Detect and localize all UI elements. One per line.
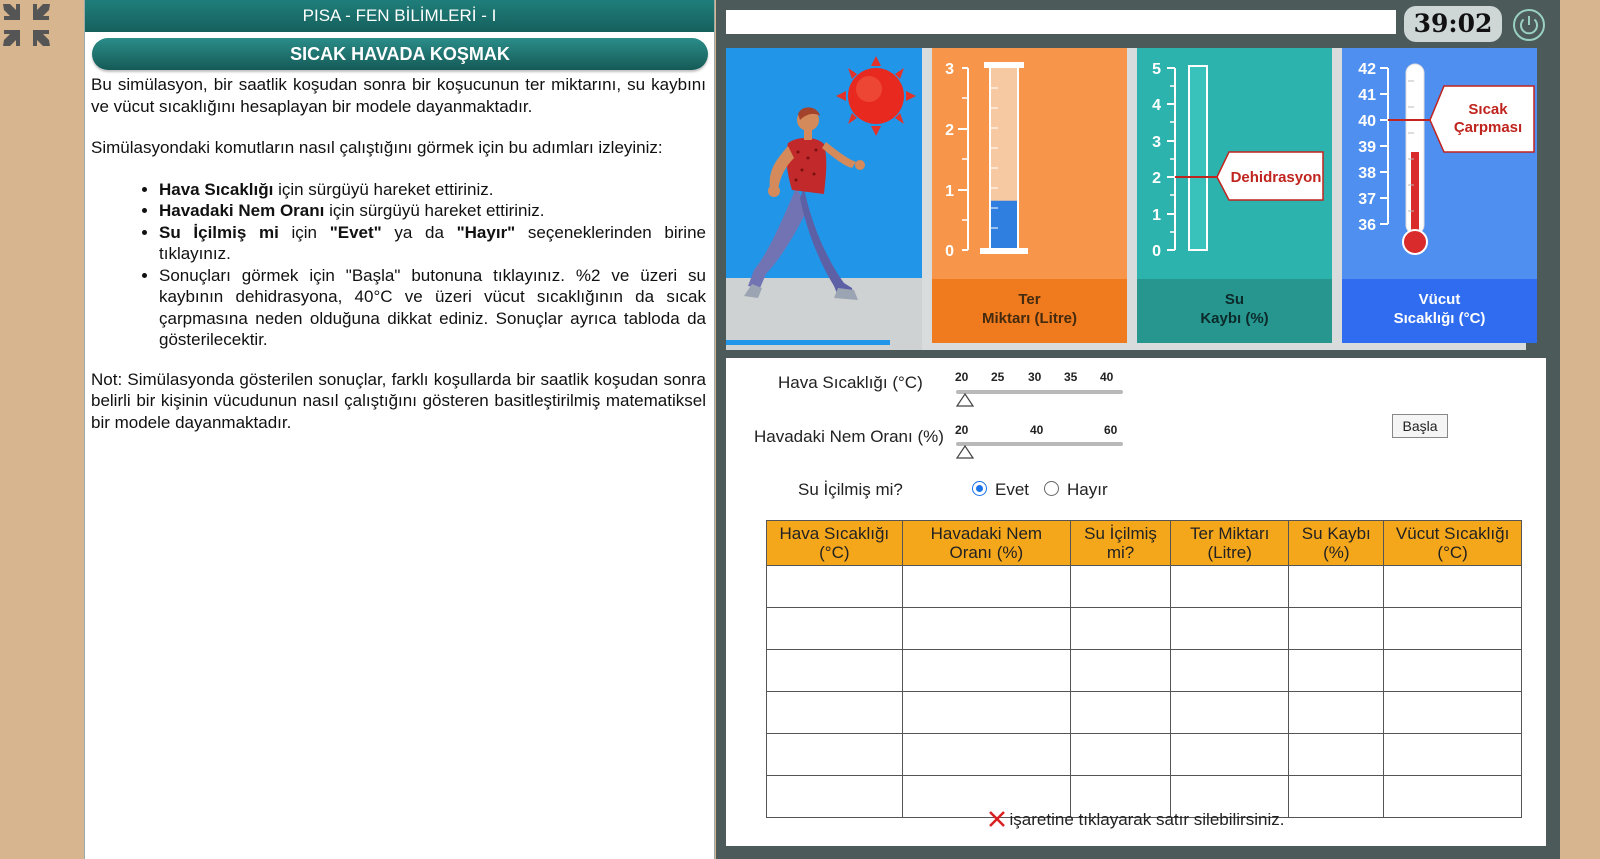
column-header: Hava Sıcaklığı (°C): [767, 521, 903, 566]
sweat-tick: 1: [945, 183, 954, 200]
table-row: [767, 608, 1522, 650]
humidity-label: Havadaki Nem Oranı (%): [754, 427, 944, 446]
water-loss-tick: 1: [1152, 207, 1161, 224]
page-title: SICAK HAVADA KOŞMAK: [92, 38, 708, 70]
body-temp-tick: 37: [1358, 191, 1376, 208]
simulation-panel: [716, 0, 1560, 859]
table-header-row: [767, 521, 1522, 566]
sweat-tick: 0: [945, 243, 954, 260]
sweat-tick: 2: [945, 122, 954, 139]
top-bar: [726, 10, 1396, 34]
air-temp-tick: 35: [1064, 370, 1078, 384]
humidity-handle[interactable]: [956, 445, 974, 459]
instruction-list: [91, 179, 706, 351]
body-temp-tick: 40: [1358, 113, 1376, 130]
intro-paragraph: Bu simülasyon, bir saatlik koşudan sonra bir koşucunun ter miktarını, su kaybını ve vücut sıcaklığını hesaplayan bir modele dayanmaktadır.: [91, 75, 706, 116]
water-loss-tick: 2: [1152, 170, 1161, 187]
runner-scene: [726, 48, 922, 350]
air-temp-tick: 20: [955, 370, 969, 384]
steps-intro: Simülasyondaki komutların nasıl çalıştığını görmek için bu adımları izleyiniz:: [91, 138, 663, 157]
start-button[interactable]: Başla: [1392, 414, 1448, 438]
air-temp-label: Hava Sıcaklığı (°C): [778, 373, 923, 392]
radio-yes[interactable]: Evet: [972, 480, 1029, 500]
humidity-track[interactable]: [956, 442, 1123, 446]
table-row: [767, 650, 1522, 692]
delete-note: işaretine tıklayarak satır silebilirsiniz.: [726, 810, 1546, 830]
body-temp-tick: 36: [1358, 217, 1376, 234]
air-temp-track[interactable]: [956, 390, 1123, 394]
sweat-gauge: [932, 48, 1127, 343]
humidity-tick: 40: [1030, 423, 1044, 437]
timer: 39:02: [1404, 6, 1502, 42]
delete-x-icon: [988, 810, 1006, 828]
water-loss-tick: 0: [1152, 243, 1161, 260]
body-temp-label: Vücut Sıcaklığı (°C): [1342, 279, 1537, 343]
air-temp-tick: 40: [1100, 370, 1114, 384]
instruction-item: • Havadaki Nem Oranı için sürgüyü hareket ettiriniz.: [159, 200, 706, 222]
heatstroke-label-line2: Çarpması: [1453, 119, 1523, 136]
collapse-icon[interactable]: [0, 0, 56, 52]
heatstroke-label-line1: Sıcak: [1468, 101, 1508, 118]
water-question-label: Su İçilmiş mi?: [798, 480, 903, 499]
simulation-display: [726, 48, 1526, 350]
table-row: [767, 566, 1522, 608]
humidity-tick: 20: [955, 423, 969, 437]
air-temp-handle[interactable]: [956, 393, 974, 407]
water-loss-tick: 4: [1152, 97, 1161, 114]
power-icon[interactable]: [1512, 8, 1546, 42]
thermometer-icon: [1403, 64, 1427, 254]
column-header: Su Kaybı (%): [1289, 521, 1384, 566]
instructions-text: [85, 70, 714, 433]
water-loss-tube: [1189, 66, 1207, 250]
body-temp-tick: 38: [1358, 165, 1376, 182]
radio-yes-button[interactable]: [972, 481, 987, 496]
runner-icon: [744, 107, 865, 300]
air-temp-tick: 30: [1028, 370, 1042, 384]
column-header: Havadaki Nem Oranı (%): [902, 521, 1070, 566]
body-temp-scale: [1380, 68, 1388, 224]
instruction-item: • Hava Sıcaklığı için sürgüyü hareket ettiriniz.: [159, 179, 706, 201]
radio-no[interactable]: Hayır: [1044, 480, 1108, 500]
column-header: Su İçilmiş mi?: [1071, 521, 1171, 566]
instruction-item: • Su İçilmiş mi için "Evet" ya da "Hayır" seçeneklerinden birine tıklayınız.: [159, 222, 706, 265]
water-loss-tick: 3: [1152, 134, 1161, 151]
graduated-cylinder-icon: [980, 62, 1028, 254]
air-temp-tick: 25: [991, 370, 1005, 384]
note-paragraph: Not: Simülasyonda gösterilen sonuçlar, farklı koşullarda bir saatlik koşudan sonra belirli bir kişinin vücudunun nasıl çalıştığını gösteren basitleştirilmiş matematiksel bir modele dayanmaktadır.: [91, 369, 706, 432]
body-temp-tick: 41: [1358, 87, 1376, 104]
instruction-item: • Sonuçları görmek için "Başla" butonuna tıklayınız. %2 ve üzeri su kaybının dehidrasyona, 40°C ve üzeri vücut sıcaklığının da sıcak çarpmasına neden olduğuna dikkat ediniz. Sonuçlar ayrıca tabloda da gösterilecektir.: [159, 265, 706, 351]
body-temp-tick: 42: [1358, 61, 1376, 78]
water-loss-gauge: [1137, 48, 1332, 343]
radio-no-button[interactable]: [1044, 481, 1059, 496]
dehydration-label: Dehidrasyon: [1230, 169, 1322, 186]
instructions-panel: [84, 0, 715, 859]
body-temp-tick: 39: [1358, 139, 1376, 156]
controls-area: [726, 358, 1546, 846]
sweat-tick: 3: [945, 61, 954, 78]
humidity-tick: 60: [1104, 423, 1118, 437]
column-header: Ter Miktarı (Litre): [1171, 521, 1289, 566]
results-table: [766, 520, 1522, 818]
table-row: [767, 734, 1522, 776]
column-header: Vücut Sıcaklığı (°C): [1384, 521, 1522, 566]
water-loss-label: Su Kaybı (%): [1137, 279, 1332, 343]
panel-header: PISA - FEN BİLİMLERİ - I: [85, 0, 714, 32]
water-loss-tick: 5: [1152, 61, 1161, 78]
body-temp-gauge: [1342, 48, 1537, 343]
sweat-label: Ter Miktarı (Litre): [932, 279, 1127, 343]
sun-icon: [836, 56, 916, 136]
table-row: [767, 692, 1522, 734]
